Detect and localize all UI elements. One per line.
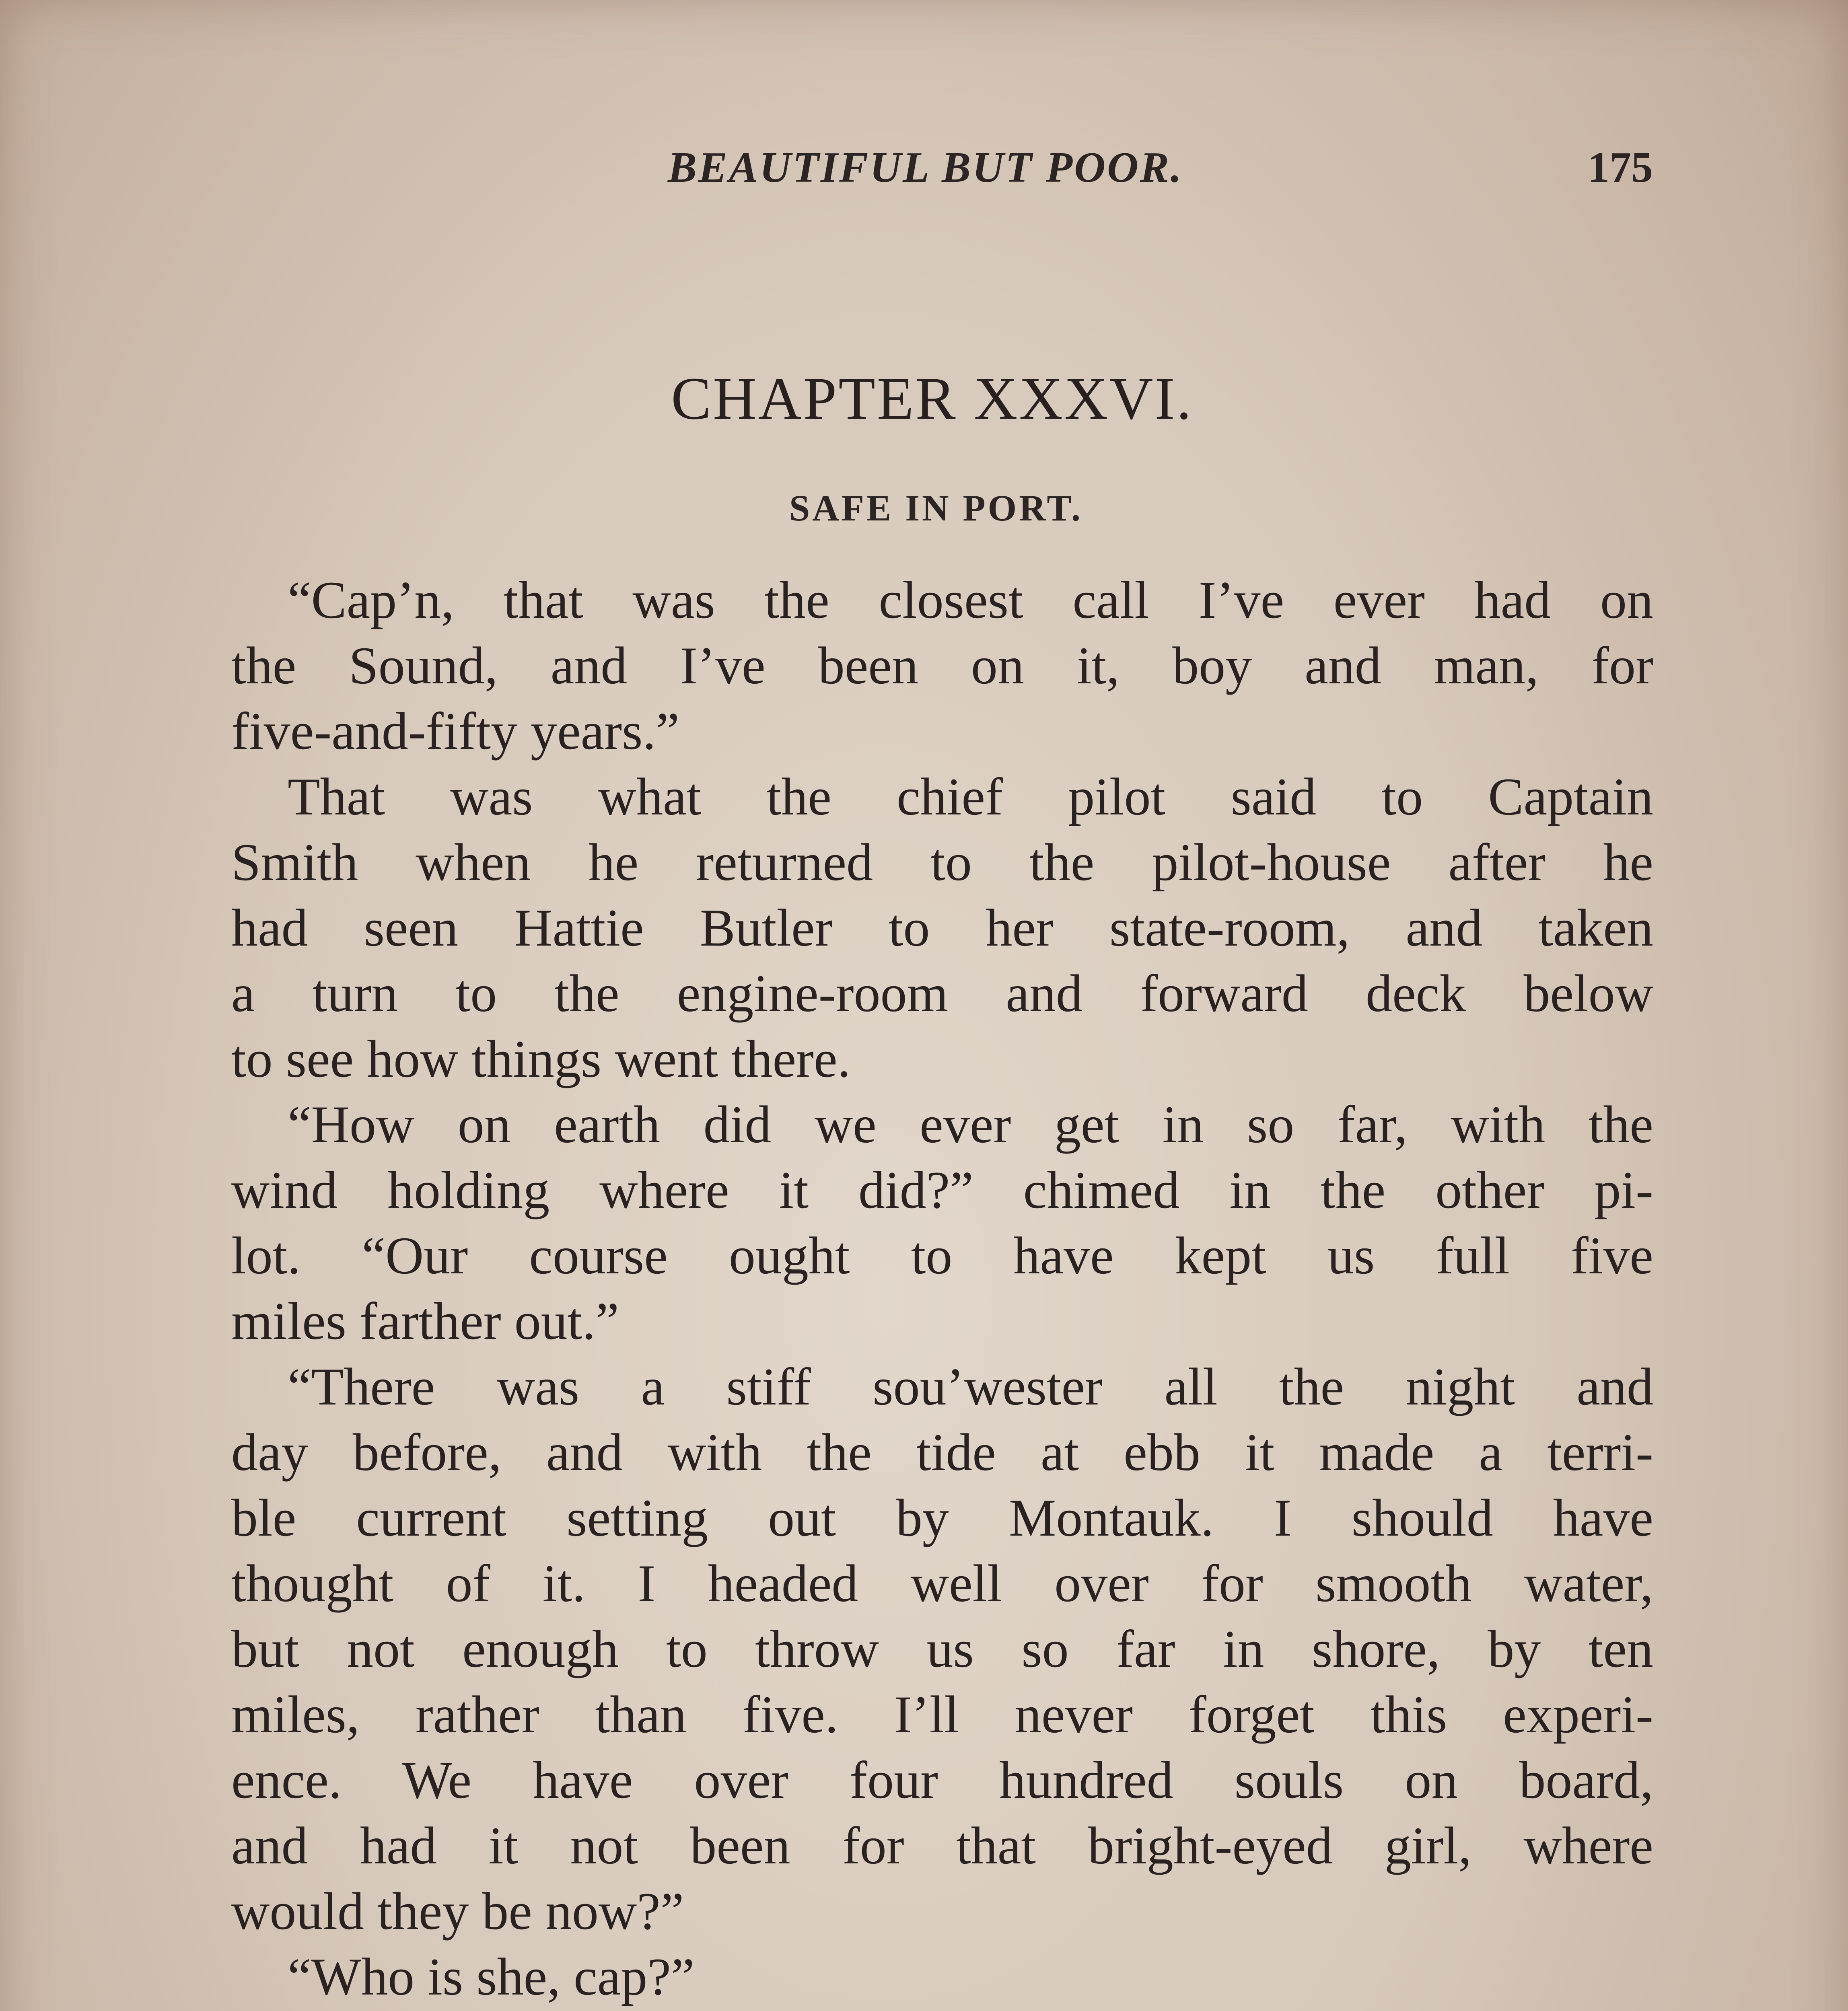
text-line: a turn to the engine-room and forward deck below	[231, 964, 1653, 1023]
text-line: “Who is she, cap?”	[288, 1947, 695, 2006]
text-line: had seen Hattie Butler to her state-room, and taken	[231, 898, 1653, 957]
text-line: ble current setting out by Montauk. I should have	[231, 1488, 1653, 1547]
text-line: to see how things went there.	[231, 1029, 851, 1088]
text-line: That was what the chief pilot said to Captain	[288, 767, 1653, 826]
text-line: “Cap’n, that was the closest call I’ve ever had on	[288, 570, 1653, 629]
body-text	[231, 567, 1653, 2011]
text-line: miles farther out.”	[231, 1291, 619, 1351]
text-line: but not enough to throw us so far in shore, by ten	[231, 1619, 1653, 1678]
text-line: would they be now?”	[231, 1881, 684, 1941]
chapter-subtitle: SAFE IN PORT.	[789, 487, 1083, 528]
text-line: day before, and with the tide at ebb it made a terri-	[231, 1423, 1653, 1482]
text-line: miles, rather than five. I’ll never forget this experi-	[231, 1685, 1653, 1744]
text-line: five-and-fifty years.”	[231, 701, 680, 761]
text-line: the Sound, and I’ve been on it, boy and man, for	[231, 636, 1653, 695]
text-line: ence. We have over four hundred souls on board,	[231, 1750, 1653, 1809]
running-head	[0, 143, 1848, 207]
text-line	[231, 2009, 1653, 2011]
running-title: BEAUTIFUL BUT POOR.	[668, 144, 1183, 191]
text-line: “How on earth did we ever get in so far, with the	[288, 1095, 1653, 1154]
chapter-heading: CHAPTER XXXVI.	[671, 365, 1193, 432]
text-line: thought of it. I headed well over for smooth water,	[231, 1554, 1653, 1613]
page-number: 175	[1588, 144, 1653, 191]
text-line: Smith when he returned to the pilot-house after he	[231, 833, 1653, 892]
text-line: “There was a stiff sou’wester all the night and	[288, 1357, 1653, 1416]
text-line: wind holding where it did?” chimed in the other pi-	[231, 1160, 1653, 1219]
text-line: and had it not been for that bright-eyed girl, where	[231, 1816, 1653, 1875]
text-line: lot. “Our course ought to have kept us full five	[231, 1226, 1653, 1285]
